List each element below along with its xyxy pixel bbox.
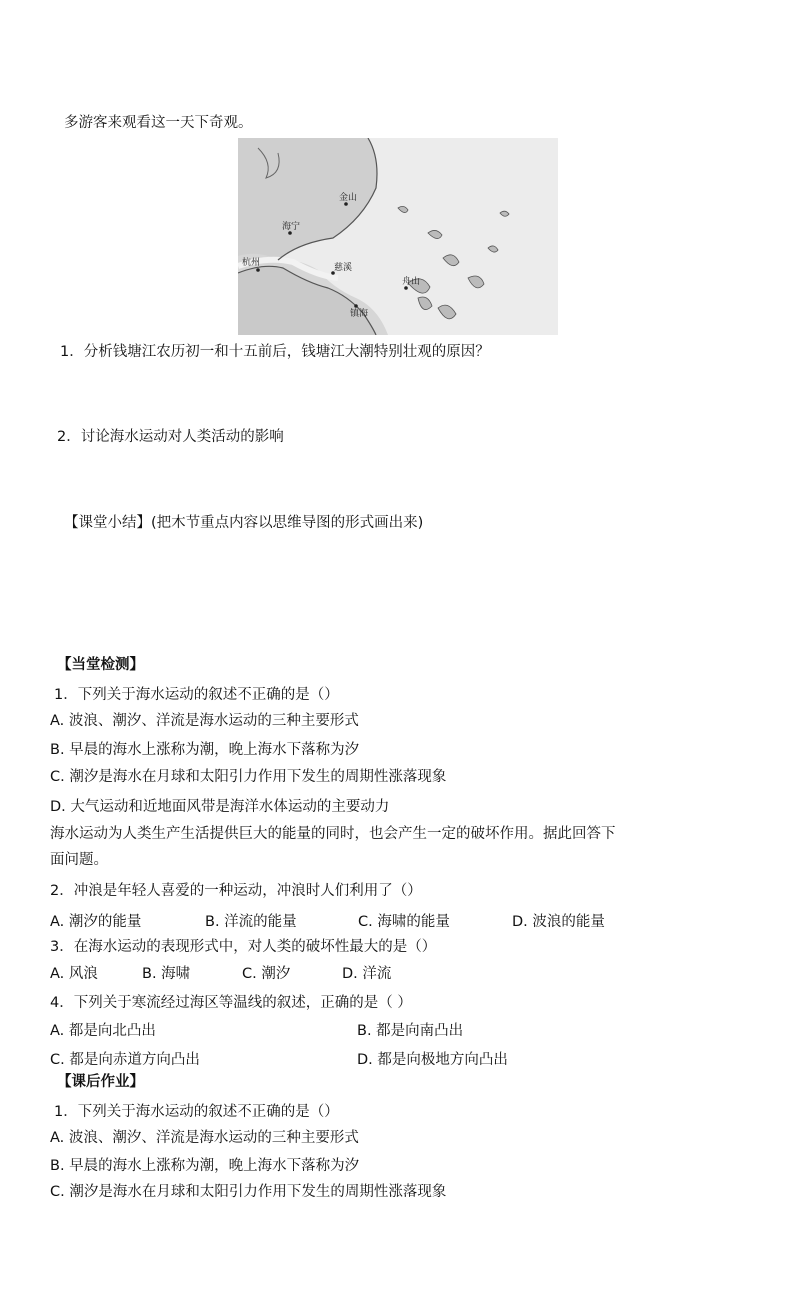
intro-text: 多游客来观看这一天下奇观。 <box>64 115 253 131</box>
map-label-cixi: 慈溪 <box>334 263 353 273</box>
check-q3-option-b: B. 海啸 <box>142 966 191 982</box>
check-q1-option-b: B. 早晨的海水上涨称为潮，晚上海水下落称为汐 <box>50 742 360 758</box>
check-q2-stem: 2．冲浪是年轻人喜爱的一种运动，冲浪时人们利用了（） <box>50 883 422 899</box>
check-q1-option-c: C. 潮汐是海水在月球和太阳引力作用下发生的周期性涨落现象 <box>50 769 447 785</box>
homework-q1-option-c: C. 潮汐是海水在月球和太阳引力作用下发生的周期性涨落现象 <box>50 1184 447 1200</box>
check-q1-option-d: D. 大气运动和近地面风带是海洋水体运动的主要动力 <box>50 799 390 815</box>
homework-q1-option-b: B. 早晨的海水上涨称为潮，晚上海水下落称为汐 <box>50 1158 360 1174</box>
map-label-hangzhou: 杭州 <box>242 258 261 268</box>
check-heading: 【当堂检测】 <box>57 657 144 673</box>
check-q2-option-a: A. 潮汐的能量 <box>50 914 142 930</box>
check-q4-stem: 4．下列关于寒流经过海区等温线的叙述，正确的是（ ） <box>50 995 412 1011</box>
check-q4-option-b: B. 都是向南凸出 <box>357 1023 464 1039</box>
check-q3-option-a: A. 风浪 <box>50 966 98 982</box>
qiantang-river-map <box>238 138 558 335</box>
homework-heading: 【课后作业】 <box>57 1074 144 1090</box>
map-label-zhenhai: 镇海 <box>350 309 369 319</box>
check-q1-stem: 1．下列关于海水运动的叙述不正确的是（） <box>54 687 339 703</box>
homework-q1-option-a: A. 波浪、潮汐、洋流是海水运动的三种主要形式 <box>50 1130 359 1146</box>
check-q2-option-b: B. 洋流的能量 <box>205 914 297 930</box>
passage-line-1: 海水运动为人类生产生活提供巨大的能量的同时，也会产生一定的破坏作用。据此回答下 <box>50 826 616 842</box>
map-label-jinshan: 金山 <box>339 193 358 203</box>
check-q3-option-d: D. 洋流 <box>342 966 392 982</box>
question-1: 1．分析钱塘江农历初一和十五前后，钱塘江大潮特别壮观的原因？ <box>60 344 490 360</box>
homework-q1-stem: 1．下列关于海水运动的叙述不正确的是（） <box>54 1104 339 1120</box>
check-q4-option-c: C. 都是向赤道方向凸出 <box>50 1052 200 1068</box>
passage-line-2: 面问题。 <box>50 852 108 868</box>
class-summary: 【课堂小结】(把木节重点内容以思维导图的形式画出来) <box>64 515 424 531</box>
check-q4-option-a: A. 都是向北凸出 <box>50 1023 156 1039</box>
map-label-haining: 海宁 <box>282 222 301 232</box>
check-q4-option-d: D. 都是向极地方向凸出 <box>357 1052 508 1068</box>
check-q2-option-d: D. 波浪的能量 <box>512 914 605 930</box>
check-q3-stem: 3．在海水运动的表现形式中，对人类的破坏性最大的是（） <box>50 939 437 955</box>
map-label-zhoushan: 舟山 <box>402 277 421 287</box>
check-q3-option-c: C. 潮汐 <box>242 966 291 982</box>
check-q1-option-a: A. 波浪、潮汐、洋流是海水运动的三种主要形式 <box>50 713 359 729</box>
check-q2-option-c: C. 海啸的能量 <box>358 914 450 930</box>
question-2: 2．讨论海水运动对人类活动的影响 <box>57 429 284 445</box>
